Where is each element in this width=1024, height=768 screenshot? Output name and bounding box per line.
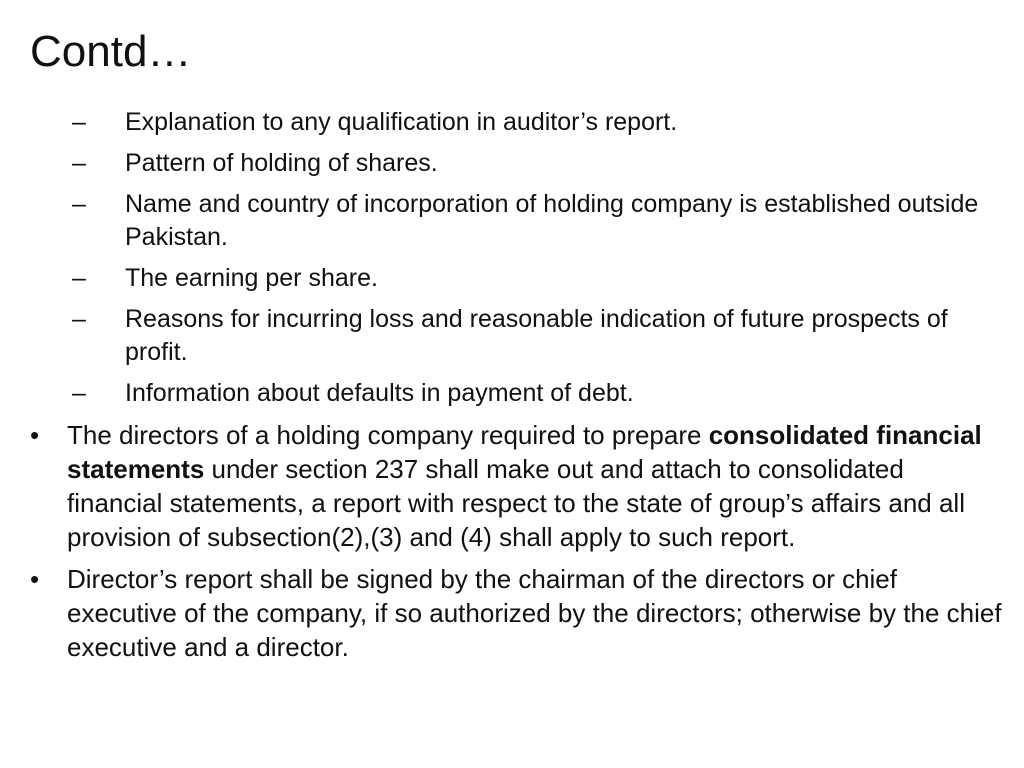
list-item-text: The directors of a holding company required to prepare consolidated financial statements under section 237 shall make out and attach to consolidated financial statements, a report with respect to the state of group’s affairs and all provision of subsection(2),(3) and (4) shall apply to such report. [67, 420, 982, 552]
dash-icon: – [72, 379, 86, 407]
dash-icon: – [72, 108, 86, 136]
list-item-text: The earning per share. [125, 264, 378, 292]
dash-icon: – [72, 190, 86, 218]
list-item [72, 262, 1002, 295]
list-item [72, 106, 1002, 139]
bullet-icon: • [30, 564, 40, 594]
list-item [72, 303, 1002, 369]
list-item-text: Reasons for incurring loss and reasonable indication of future prospects of profit. [125, 305, 948, 366]
list-item [30, 418, 1002, 554]
list-item-text: Director’s report shall be signed by the chairman of the directors or chief executive of the company, if so authorized by the directors; otherwise by the chief executive and a director. [67, 564, 1002, 662]
list-item [72, 377, 1002, 410]
dash-icon: – [72, 264, 86, 292]
list-item [30, 562, 1002, 664]
main-bullet-list [30, 418, 1002, 672]
list-item-text: Explanation to any qualification in auditor’s report. [125, 108, 678, 136]
list-item-text: Information about defaults in payment of debt. [125, 379, 634, 407]
dash-icon: – [72, 305, 86, 333]
bullet-icon: • [30, 420, 40, 450]
list-item [72, 188, 1002, 254]
bold-term: consolidated financial statements [67, 420, 982, 484]
list-item-text: Name and country of incorporation of holding company is established outside Pakistan. [125, 190, 979, 251]
dash-icon: – [72, 149, 86, 177]
slide-title: Contd… [30, 27, 192, 76]
list-item [72, 147, 1002, 180]
sub-bullet-list [72, 106, 1002, 418]
list-item-text: Pattern of holding of shares. [125, 149, 438, 177]
